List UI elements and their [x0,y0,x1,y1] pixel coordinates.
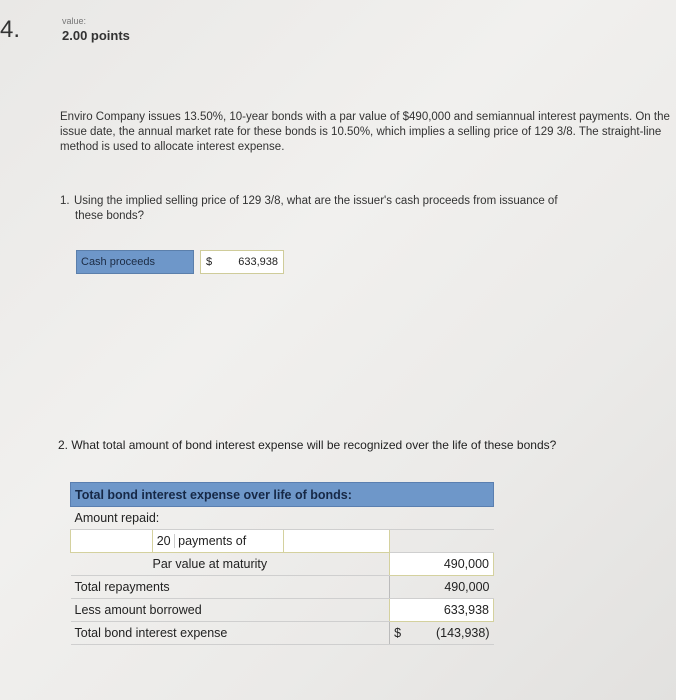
total-interest-cell [390,622,494,645]
cash-proceeds-input[interactable] [200,250,284,274]
part1-number: 1. [60,195,70,207]
payments-cell [152,530,284,553]
amount-repaid-label: Amount repaid: [71,507,494,530]
less-borrowed-label: Less amount borrowed [71,599,390,622]
interest-expense-table [70,482,494,645]
cash-proceeds-value: 633,938 [238,256,278,268]
part1-question [60,194,660,224]
payments-count[interactable]: 20 [157,534,175,548]
payments-spacer [71,530,153,553]
payments-label: payments of [178,534,247,548]
cash-currency: $ [206,256,213,268]
part1-line2: these bonds? [75,210,145,222]
problem-statement: Enviro Company issues 13.50%, 10-year bonds with a par value of $490,000 and semiannual interest payments. On the issue date, the annual market rate for these bonds is 10.50%, which implies a selling price of 129 3/8. The straight-line method is used to allocate interest expense. [60,111,670,153]
cash-proceeds-row [76,250,284,274]
cash-proceeds-label: Cash proceeds [76,250,194,274]
part2-question: 2. What total amount of bond interest expense will be recognized over the life of these bonds? [58,438,557,452]
total-interest-label: Total bond interest expense [71,622,390,645]
total-interest-currency: $ [394,626,402,640]
par-value-label: Par value at maturity [71,553,390,576]
value-label: value: [62,16,87,26]
total-repayments-value: 490,000 [390,576,494,599]
less-borrowed-input[interactable]: 633,938 [390,599,494,622]
question-number: 4. [0,16,21,43]
total-interest-value: (143,938) [435,626,490,640]
total-repayments-label: Total repayments [71,576,390,599]
part1-line1: Using the implied selling price of 129 3/8, what are the issuer's cash proceeds from issuance of [74,195,558,207]
payments-total-cell [390,530,494,553]
payments-amount-input[interactable] [284,530,390,553]
table-header: Total bond interest expense over life of bonds: [71,483,494,507]
points-value: 2.00 points [62,28,130,43]
par-value-input[interactable]: 490,000 [390,553,494,576]
